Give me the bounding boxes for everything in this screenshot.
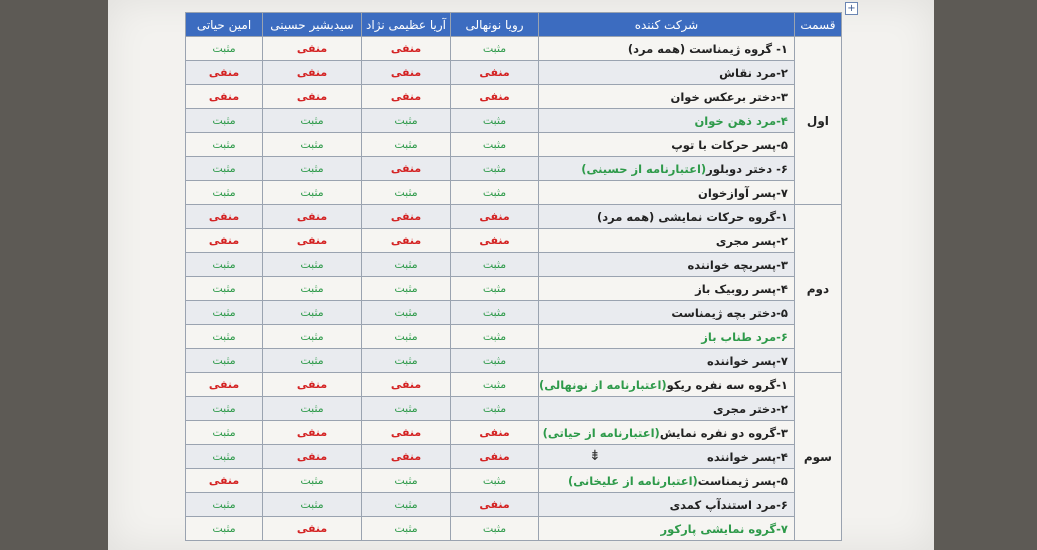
score-cell: منفی <box>263 517 362 541</box>
text-cursor-icon: ⇟ <box>589 448 601 464</box>
score-cell: مثبت <box>451 469 539 493</box>
table-row <box>186 517 842 541</box>
table-row <box>186 37 842 61</box>
table-row <box>186 493 842 517</box>
participant-name: ۱-گروه حرکات نمایشی (همه مرد) <box>596 209 788 224</box>
score-cell: مثبت <box>362 109 451 133</box>
score-cell: مثبت <box>186 157 263 181</box>
score-cell: منفی <box>362 229 451 253</box>
participant-cell <box>539 229 795 253</box>
score-cell: مثبت <box>451 181 539 205</box>
header-judge-1: رویا نونهالی <box>451 13 539 37</box>
participant-cell <box>539 37 795 61</box>
score-cell: مثبت <box>362 301 451 325</box>
participant-name: ۴-پسر روبیک باز <box>695 281 788 296</box>
credential-note: (اعتبارنامه از حسینی) <box>581 161 707 176</box>
table-row <box>186 181 842 205</box>
score-cell: منفی <box>451 229 539 253</box>
score-cell: منفی <box>263 85 362 109</box>
header-judge-4: امین حیاتی <box>186 13 263 37</box>
score-cell: مثبت <box>263 325 362 349</box>
score-cell: مثبت <box>186 277 263 301</box>
table-body <box>186 37 842 541</box>
table-row <box>186 325 842 349</box>
participant-cell <box>539 445 795 469</box>
score-cell: منفی <box>186 229 263 253</box>
score-cell: مثبت <box>451 133 539 157</box>
score-cell: مثبت <box>362 181 451 205</box>
score-cell: مثبت <box>263 109 362 133</box>
score-cell: مثبت <box>362 349 451 373</box>
score-cell: مثبت <box>186 397 263 421</box>
participant-cell <box>539 61 795 85</box>
score-cell: مثبت <box>263 493 362 517</box>
table-move-handle-icon[interactable]: + <box>845 2 858 15</box>
score-cell: مثبت <box>451 397 539 421</box>
score-cell: منفی <box>362 157 451 181</box>
participant-cell <box>539 469 795 493</box>
score-cell: منفی <box>186 205 263 229</box>
score-cell: مثبت <box>362 397 451 421</box>
score-cell: مثبت <box>362 517 451 541</box>
participant-name: ۴-مرد ذهن خوان <box>694 113 788 128</box>
score-cell: مثبت <box>186 349 263 373</box>
score-cell: مثبت <box>186 181 263 205</box>
score-cell: مثبت <box>186 445 263 469</box>
participant-cell <box>539 493 795 517</box>
score-cell: منفی <box>186 373 263 397</box>
score-cell: منفی <box>451 421 539 445</box>
participant-cell <box>539 181 795 205</box>
table-row <box>186 421 842 445</box>
score-cell: مثبت <box>263 277 362 301</box>
score-cell: منفی <box>186 61 263 85</box>
score-cell: منفی <box>362 445 451 469</box>
score-cell: مثبت <box>362 277 451 301</box>
score-cell: مثبت <box>263 469 362 493</box>
score-cell: منفی <box>263 37 362 61</box>
score-cell: منفی <box>362 205 451 229</box>
score-cell: مثبت <box>451 373 539 397</box>
score-cell: مثبت <box>186 517 263 541</box>
table-row <box>186 301 842 325</box>
participant-name: ۷-پسر خواننده <box>707 353 788 368</box>
header-row <box>186 13 842 37</box>
table-row <box>186 277 842 301</box>
score-cell: مثبت <box>186 421 263 445</box>
participant-cell <box>539 253 795 277</box>
score-cell: مثبت <box>263 397 362 421</box>
score-cell: منفی <box>263 421 362 445</box>
participant-cell <box>539 421 795 445</box>
participant-cell <box>539 205 795 229</box>
header-judge-2: آریا عظیمی نژاد <box>362 13 451 37</box>
score-cell: مثبت <box>186 109 263 133</box>
participant-cell <box>539 397 795 421</box>
participant-name: ۶- دختر دوبلور <box>706 161 788 176</box>
score-cell: مثبت <box>362 325 451 349</box>
table-row <box>186 349 842 373</box>
participant-name: ۲-دختر مجری <box>712 401 788 416</box>
table-row <box>186 445 842 469</box>
score-cell: مثبت <box>186 493 263 517</box>
participant-name: ۲-پسر مجری <box>715 233 788 248</box>
table-row <box>186 469 842 493</box>
score-cell: منفی <box>263 373 362 397</box>
participant-name: ۶-مرد طناب باز <box>701 329 788 344</box>
section-label: دوم <box>794 205 841 373</box>
score-cell: مثبت <box>263 349 362 373</box>
participant-name: ۵-پسر حرکات با توپ <box>671 137 788 152</box>
score-cell: مثبت <box>186 133 263 157</box>
score-cell: منفی <box>451 445 539 469</box>
score-cell: منفی <box>263 229 362 253</box>
section-label: اول <box>794 37 841 205</box>
score-cell: مثبت <box>451 325 539 349</box>
scores-table <box>185 12 842 541</box>
participant-cell <box>539 157 795 181</box>
participant-name: ۷-گروه نمایشی پارکور <box>660 521 788 536</box>
score-cell: مثبت <box>451 157 539 181</box>
score-cell: مثبت <box>362 253 451 277</box>
table-row <box>186 229 842 253</box>
score-cell: مثبت <box>451 109 539 133</box>
score-cell: مثبت <box>186 37 263 61</box>
score-cell: مثبت <box>451 37 539 61</box>
score-cell: منفی <box>186 85 263 109</box>
table-row <box>186 205 842 229</box>
participant-name: ۳-دختر برعکس خوان <box>670 89 788 104</box>
credential-note: (اعتبارنامه از حیاتی) <box>542 425 660 440</box>
score-cell: منفی <box>451 61 539 85</box>
score-cell: مثبت <box>362 469 451 493</box>
participant-name: ۵-پسر ژیمناست <box>697 473 788 488</box>
score-cell: منفی <box>186 469 263 493</box>
score-cell: مثبت <box>263 253 362 277</box>
score-cell: منفی <box>362 85 451 109</box>
score-cell: مثبت <box>362 133 451 157</box>
participant-name: ۴-پسر خواننده <box>707 449 788 464</box>
table-row <box>186 373 842 397</box>
participant-cell <box>539 133 795 157</box>
score-cell: منفی <box>451 205 539 229</box>
score-cell: مثبت <box>186 253 263 277</box>
table-row <box>186 61 842 85</box>
score-cell: مثبت <box>263 301 362 325</box>
score-cell: منفی <box>362 37 451 61</box>
score-cell: منفی <box>451 493 539 517</box>
score-cell: مثبت <box>362 493 451 517</box>
section-label: سوم <box>794 373 841 541</box>
score-cell: مثبت <box>263 181 362 205</box>
score-cell: منفی <box>362 61 451 85</box>
score-cell: منفی <box>263 205 362 229</box>
participant-name: ۲-مرد نقاش <box>719 65 788 80</box>
participant-name: ۱- گروه ژیمناست (همه مرد) <box>627 41 788 56</box>
score-cell: مثبت <box>186 325 263 349</box>
participant-name: ۳-پسربچه خواننده <box>687 257 788 272</box>
score-cell: منفی <box>362 373 451 397</box>
participant-name: ۶-مرد استندآپ کمدی <box>669 497 788 512</box>
participant-name: ۳-گروه دو نفره نمایش <box>659 425 788 440</box>
score-cell: مثبت <box>451 277 539 301</box>
table-row <box>186 397 842 421</box>
table-row <box>186 253 842 277</box>
score-cell: مثبت <box>263 133 362 157</box>
participant-cell <box>539 109 795 133</box>
score-cell: مثبت <box>451 253 539 277</box>
table-row <box>186 109 842 133</box>
participant-name: ۷-پسر آوازخوان <box>698 185 788 200</box>
score-cell: مثبت <box>451 349 539 373</box>
participant-cell <box>539 517 795 541</box>
score-cell: مثبت <box>451 301 539 325</box>
participant-cell <box>539 277 795 301</box>
score-cell: مثبت <box>263 157 362 181</box>
score-cell: مثبت <box>451 517 539 541</box>
score-cell: مثبت <box>186 301 263 325</box>
participant-name: ۱-گروه سه نفره ریکو <box>666 377 788 392</box>
credential-note: (اعتبارنامه از نونهالی) <box>539 377 667 392</box>
score-cell: منفی <box>362 421 451 445</box>
participant-cell <box>539 301 795 325</box>
header-participant: شرکت کننده <box>539 13 795 37</box>
table-row <box>186 157 842 181</box>
score-cell: منفی <box>451 85 539 109</box>
participant-cell <box>539 349 795 373</box>
table-row <box>186 85 842 109</box>
score-cell: منفی <box>263 445 362 469</box>
participant-name: ۵-دختر بچه ژیمناست <box>671 305 788 320</box>
participant-cell <box>539 325 795 349</box>
participant-cell <box>539 373 795 397</box>
credential-note: (اعتبارنامه از علیخانی) <box>568 473 698 488</box>
header-judge-3: سیدبشیر حسینی <box>263 13 362 37</box>
header-section: قسمت <box>794 13 841 37</box>
participant-cell <box>539 85 795 109</box>
score-cell: منفی <box>263 61 362 85</box>
table-row <box>186 133 842 157</box>
